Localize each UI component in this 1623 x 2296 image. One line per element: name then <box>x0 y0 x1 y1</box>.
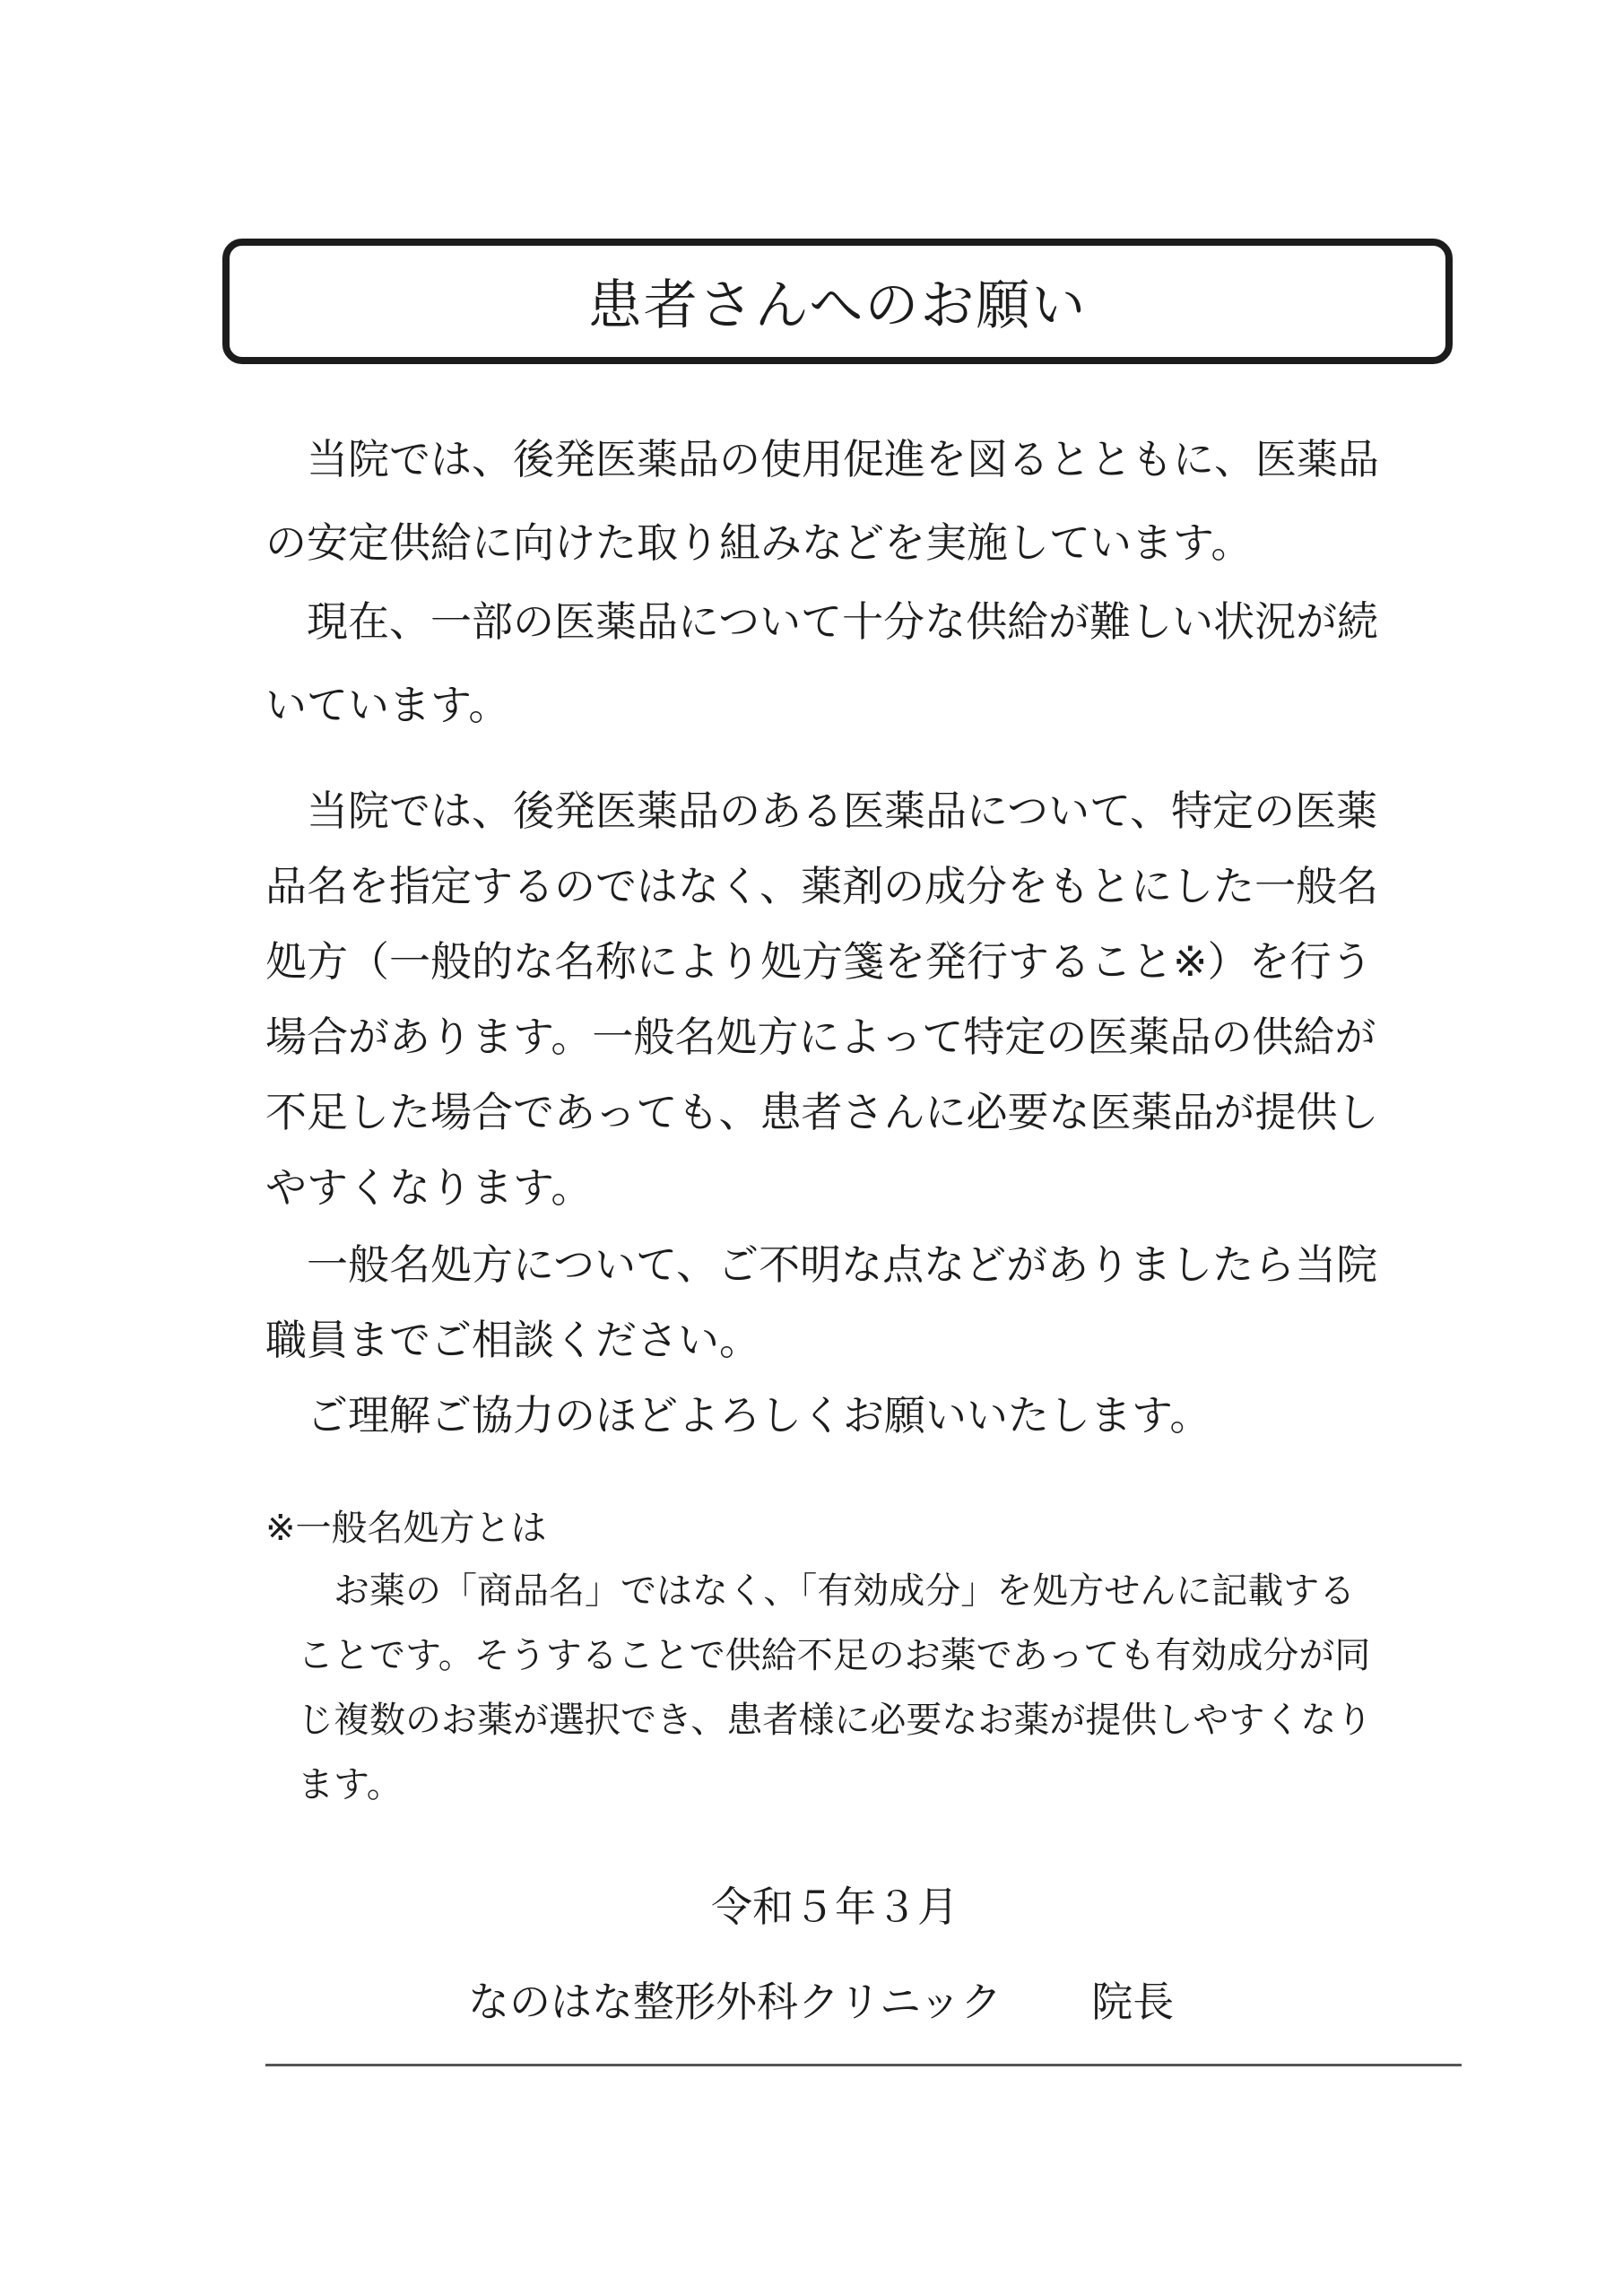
paragraph-thanks <box>265 1378 1458 1453</box>
paragraph-line: やすくなります。 <box>265 1163 593 1212</box>
director-title: 院長 <box>1091 1978 1175 2026</box>
note-line: じ複数のお薬が選択でき、患者様に必要なお薬が提供しやすくなり <box>298 1700 1373 1741</box>
paragraph-line: 場合があります。一般名処方によって特定の医薬品の供給が <box>265 1013 1376 1061</box>
signature-line <box>265 2064 1462 2066</box>
title-box <box>222 239 1453 364</box>
paragraph-line: 当院では、後発医薬品の使用促進を図るとともに、医薬品 <box>307 435 1379 483</box>
note-body <box>298 1559 1463 1817</box>
paragraph-line: 職員までご相談ください。 <box>265 1316 760 1364</box>
paragraph-line: 不足した場合であっても、患者さんに必要な医薬品が提供し <box>265 1088 1379 1136</box>
paragraph-line: いています。 <box>265 681 510 729</box>
paragraph-line: 一般名処方について、ご不明な点などがありましたら当院 <box>307 1240 1378 1289</box>
paragraph-line: 当院では、後発医薬品のある医薬品について、特定の医薬 <box>307 787 1378 835</box>
paragraph-line: 現在、一部の医薬品について十分な供給が難しい状況が続 <box>307 597 1379 646</box>
note-line: ます。 <box>298 1764 403 1805</box>
note-line: お薬の「商品名」ではなく、「有効成分」を処方せんに記載する <box>334 1570 1356 1612</box>
paragraph-line: ご理解ご協力のほどよろしくお願いいたします。 <box>307 1391 1211 1439</box>
note-line: ことです。そうすることで供給不足のお薬であっても有効成分が同 <box>298 1635 1371 1676</box>
paragraph-contact-staff <box>265 1227 1458 1378</box>
paragraph-supply-shortage <box>265 580 1458 747</box>
clinic-name: なのはな整形外科クリニック <box>468 1978 1002 2026</box>
paragraph-line: 処方（一般的な名称により処方箋を発行すること※）を行う <box>265 937 1373 986</box>
signature <box>468 1970 1454 2029</box>
note-heading: ※一般名処方とは <box>265 1508 547 1549</box>
paragraph-line: の安定供給に向けた取り組みなどを実施しています。 <box>265 518 1253 567</box>
page-title: 患者さんへのお願い <box>587 274 1088 337</box>
paragraph-generic-name-prescription <box>265 773 1458 1225</box>
notice-date: 令和５年３月 <box>711 1883 959 1931</box>
paragraph-line: 品名を指定するのではなく、薬剤の成分をもとにした一般名 <box>265 862 1379 910</box>
paragraph-generic-drugs <box>265 418 1458 585</box>
